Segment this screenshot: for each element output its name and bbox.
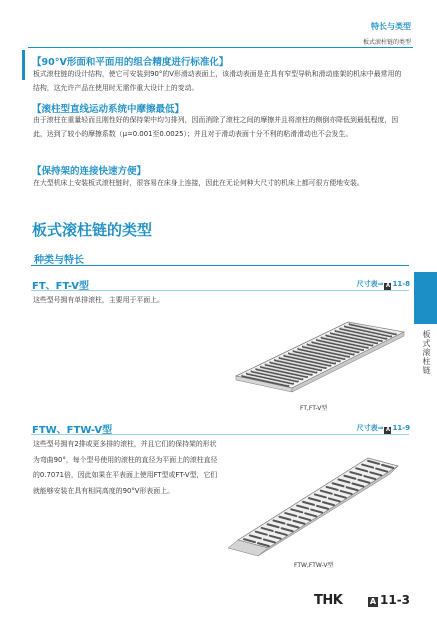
model-title-ft: FT、FT-V型 [32, 281, 89, 292]
thk-logo: THK [314, 593, 343, 608]
model-rule-ftw [31, 434, 409, 435]
side-tab-marker [414, 272, 437, 324]
section-a-icon: A [385, 283, 391, 289]
ref-label: 尺寸表⇒ [356, 424, 384, 432]
section-a-icon: A [385, 427, 391, 433]
ref-page: 11-9 [392, 424, 410, 432]
model-description-ft: 这些型号拥有单排滚柱，主要用于平面上。 [33, 296, 164, 304]
left-accent-bar [22, 50, 25, 80]
model-title-ftw: FTW、FTW-V型 [32, 425, 113, 436]
page-title: 板式滚柱链的类型 [32, 221, 153, 239]
section-text-accuracy: 板式滚柱链的设计结构，使它可安装到90°的V形滑动表面上，该滑动表面是在具有窄型导轨和滑动座架的机床中最常用的结构，这允许产品在使用时无需作重大设计上的变动。 [33, 70, 402, 92]
subtitle: 种类与特长 [34, 255, 84, 266]
subtitle-bar [31, 249, 409, 266]
section-text-friction: 由于滚柱在重量轻而且刚性好的保持架中均匀排列，因而消除了滚柱之间的摩擦并且将滚柱的侧倒亦降低到最低程度，因此，达到了较小的摩擦系数（μ=0.001至0.0025）；并且对于滑动表面十分不利的粘滑滑动也不会发生。 [33, 116, 399, 138]
header-subtitle: 板式滚柱链的类型 [362, 39, 411, 46]
section-heading-accuracy: 【90°V形面和平面用的组合精度进行标准化】 [32, 57, 229, 68]
section-heading-friction: 【滚柱型直线运动系统中摩擦最低】 [32, 104, 185, 115]
caption-ftw: FTW,FTW-V型 [294, 562, 334, 569]
ref-label: 尺寸表⇒ [356, 280, 384, 288]
dimension-table-link-ftw[interactable] [357, 423, 410, 434]
ft-chain-illustration [228, 302, 408, 402]
model-rule-ft [31, 290, 409, 291]
section-text-connection: 在大型机床上安装板式滚柱链时，很容易在床身上连接，因此在无论何种大尺寸的机床上都可很方便地安装。 [33, 179, 364, 187]
page-number-text: 11-3 [380, 593, 411, 607]
caption-ft: FT,FT-V型 [300, 405, 328, 412]
page-number [368, 593, 410, 607]
ftw-chain-illustration [228, 444, 408, 558]
section-a-icon: A [369, 597, 377, 606]
model-description-ftw: 这些型号拥有2排或更多排的滚柱，并且它们的保持架的形状为弯曲90°，每个型号使用的滚柱的直径为平面上的滚柱直径的0.7071倍，因此如果在平表面上使用FT型或FT-V型，它们就能够安装在具有相同高度的90°V形表面上。 [33, 440, 218, 495]
side-tab-label: 板式滚柱链 [422, 330, 431, 375]
dimension-table-link-ft[interactable] [357, 279, 410, 290]
ref-page: 11-8 [392, 280, 410, 288]
section-heading-connection: 【保持架的连接快速方便】 [32, 166, 147, 177]
header-rule [28, 47, 413, 48]
header-title: 特长与类型 [371, 22, 411, 31]
